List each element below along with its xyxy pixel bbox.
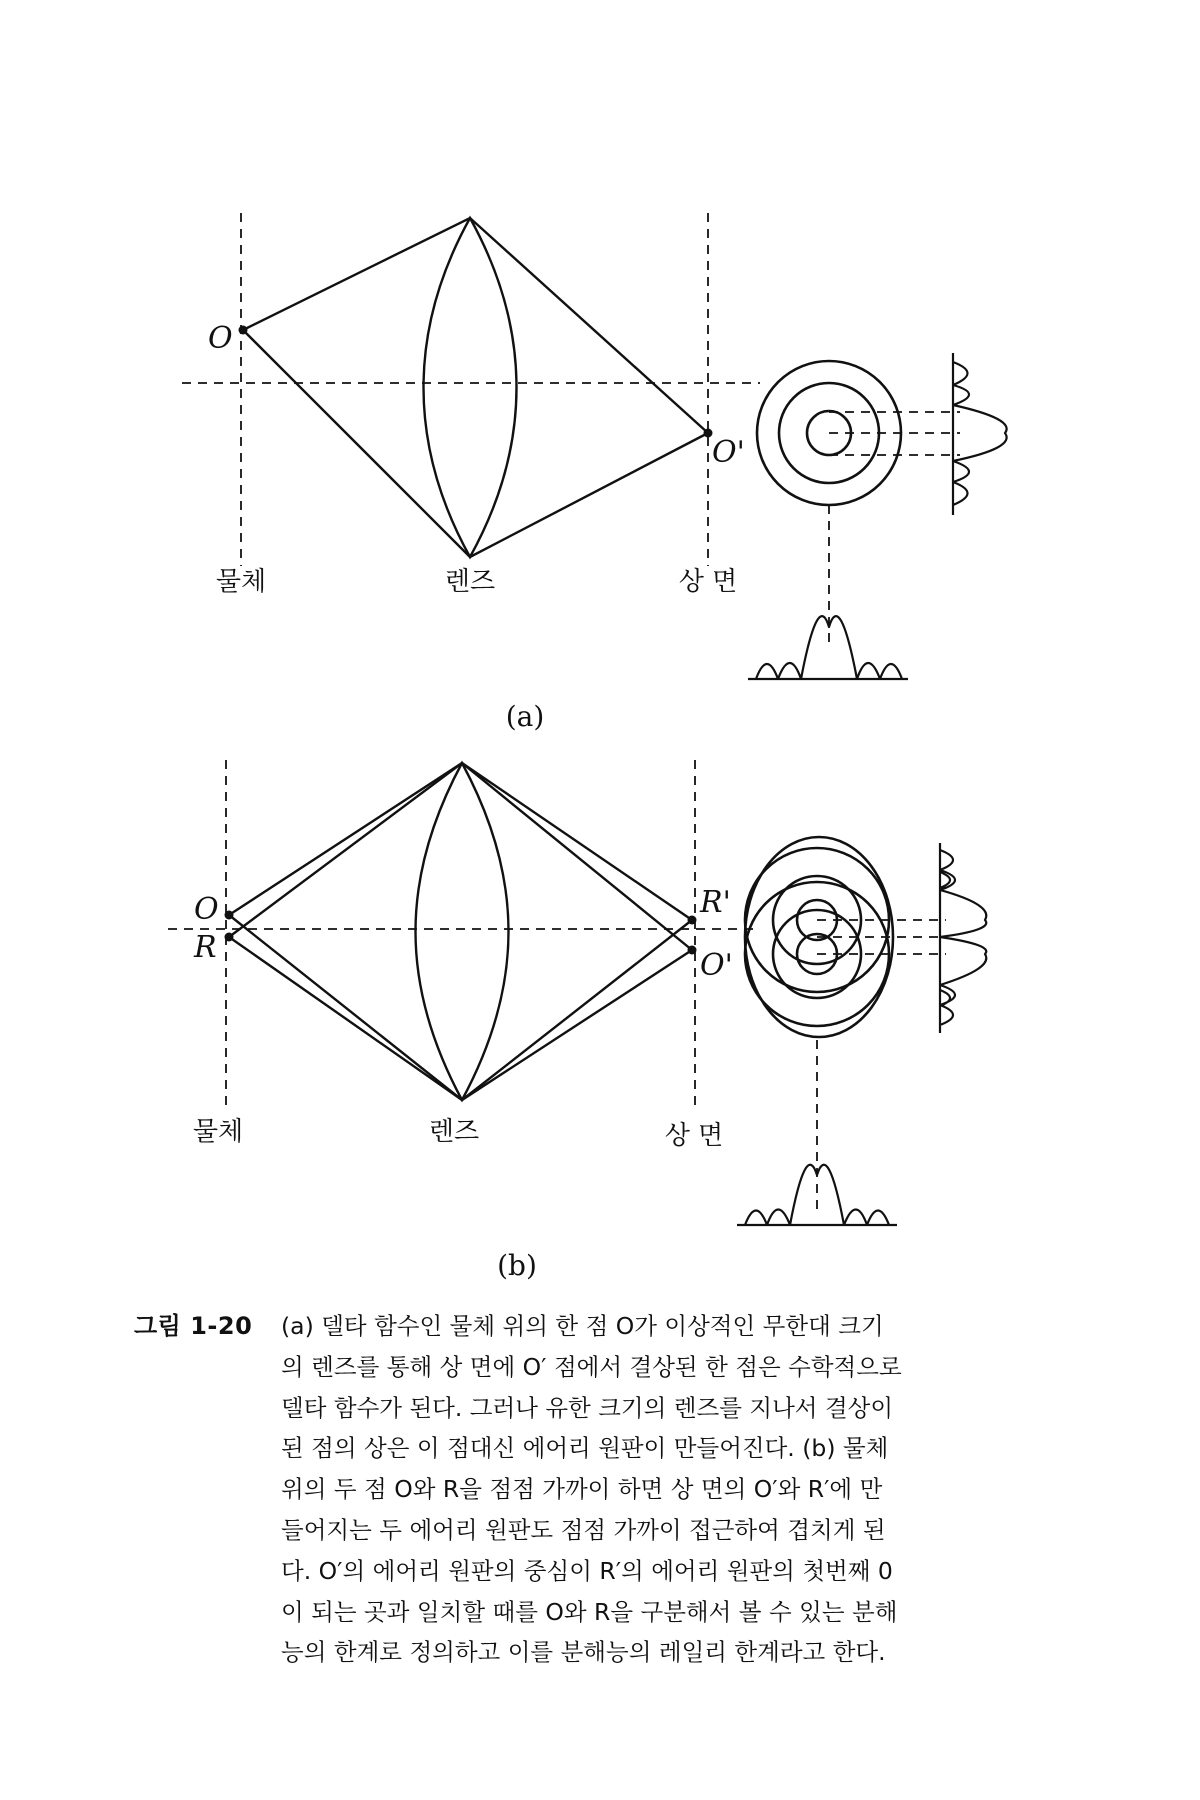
object-plane-label: 물체 (192, 1117, 244, 1147)
object-point-label: O (208, 321, 233, 356)
panel-a (182, 213, 1007, 733)
point-marker (688, 916, 697, 925)
ray (243, 330, 708, 557)
panel-b-sublabel: (b) (497, 1249, 537, 1282)
object-plane-label: 물체 (215, 567, 267, 597)
caption-line: 된 점의 상은 이 점대신 에어리 원판이 만들어진다. (b) 물체 (281, 1434, 889, 1463)
point-marker (239, 326, 248, 335)
image-point-r-label: R' (700, 885, 731, 920)
caption-label: 그림 1-20 (134, 1312, 253, 1340)
point-marker (225, 911, 234, 920)
lens (424, 218, 517, 557)
lens-label: 렌즈 (444, 567, 496, 597)
caption-line: 위의 두 점 O와 R을 점점 가까이 하면 상 면의 O′와 R′에 만 (281, 1475, 883, 1504)
caption-line: (a) 델타 함수인 물체 위의 한 점 O가 이상적인 무한대 크기 (281, 1312, 884, 1340)
image-point-o-label: O' (700, 948, 733, 983)
ray (229, 915, 692, 1100)
caption-body (281, 1306, 1049, 1673)
caption-line: 들어지는 두 에어리 원판도 점점 가까이 접근하여 겹치게 된 (281, 1515, 886, 1544)
lens (416, 763, 509, 1100)
image-plane-label: 상 면 (664, 1121, 724, 1151)
intensity-profile-vertical (940, 843, 986, 1033)
lens-label: 렌즈 (428, 1117, 480, 1147)
image-plane-label: 상 면 (678, 567, 738, 597)
intensity-profile-vertical (953, 353, 1007, 515)
object-point-r-label: R (194, 930, 217, 965)
caption-line: 델타 함수가 된다. 그러나 유한 크기의 렌즈를 지나서 결상이 (281, 1393, 894, 1422)
ray (229, 763, 692, 937)
caption-line: 능의 한계로 정의하고 이를 분해능의 레일리 한계라고 한다. (281, 1638, 886, 1667)
panel-a-sublabel: (a) (505, 700, 545, 733)
panel-b (168, 760, 986, 1282)
caption-line: 다. O′의 에어리 원판의 중심이 R′의 에어리 원판의 첫번째 0 (281, 1556, 893, 1585)
image-point-label: O' (712, 435, 745, 470)
ray (229, 920, 692, 1100)
caption-line: 의 렌즈를 통해 상 면에 O′ 점에서 결상된 한 점은 수학적으로 (281, 1352, 902, 1381)
point-marker (225, 933, 234, 942)
intensity-profile-horizontal (748, 616, 908, 679)
intensity-profile-horizontal (737, 1165, 897, 1225)
ray (229, 763, 692, 950)
object-point-o-label: O (194, 892, 219, 927)
caption-line: 이 되는 곳과 일치할 때를 O와 R을 구분해서 볼 수 있는 분해 (281, 1597, 898, 1626)
point-marker (688, 946, 697, 955)
